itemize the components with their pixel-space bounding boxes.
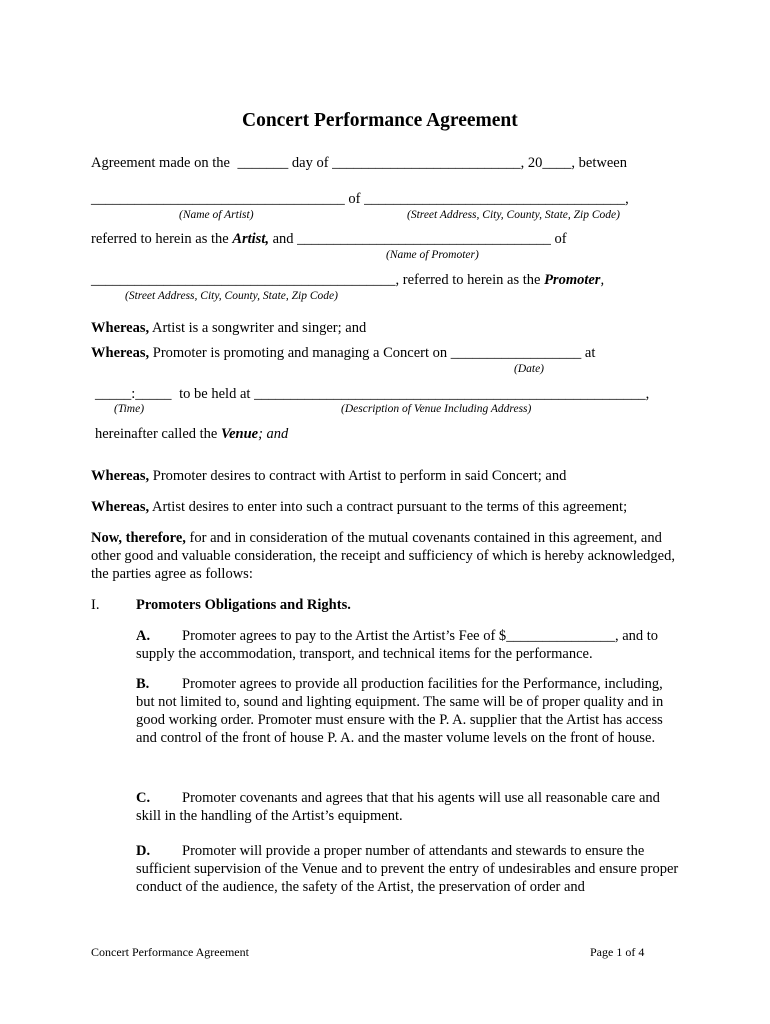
concert-date-blank[interactable]: __________________ — [450, 345, 582, 361]
section-title: Promoters Obligations and Rights. — [136, 597, 351, 613]
promoter-address-caption: (Street Address, City, County, State, Zip Code) — [125, 290, 338, 302]
agreement-date-line: Agreement made on the _______ day of __________________________, 20____, between — [91, 155, 627, 171]
venue-caption: (Description of Venue Including Address) — [341, 403, 532, 415]
whereas-3: Whereas, Promoter desires to contract with Artist to perform in said Concert; and — [91, 468, 567, 484]
section-number: I. — [91, 597, 100, 613]
month-blank[interactable]: __________________________ — [332, 155, 521, 171]
promoter-name-blank[interactable]: ___________________________________ — [297, 231, 551, 247]
footer-title: Concert Performance Agreement — [91, 945, 249, 959]
page-title: Concert Performance Agreement — [242, 110, 518, 131]
promoter-address-blank[interactable]: __________________________________________ — [91, 272, 396, 288]
clause-a: A. Promoter agrees to pay to the Artist the Artist’s Fee of $_______________, and to supply the accommodation, transport, and technical items for the performance. — [136, 628, 659, 662]
promoter-line: referred to herein as the Artist, and ___________________________________ of — [91, 231, 567, 247]
year-text[interactable]: , 20____, between — [520, 155, 627, 171]
artist-address-blank[interactable]: ____________________________________ — [364, 191, 626, 207]
venue-definition: hereinafter called the Venue; and — [95, 426, 289, 442]
artist-fee-blank[interactable]: _______________ — [506, 628, 615, 644]
venue-line: _____:_____ to be held at ______________________________________________________, — [95, 386, 650, 402]
day-blank[interactable]: _______ — [237, 155, 289, 171]
promoter-address-line: __________________________________________, referred to herein as the Promoter, — [91, 272, 605, 288]
promoter-name-caption: (Name of Promoter) — [386, 249, 479, 261]
clause-c: C. Promoter covenants and agrees that that his agents will use all reasonable care and skill in the handling of the Artist’s equipment. — [136, 790, 660, 824]
artist-name-caption: (Name of Artist) — [179, 209, 254, 221]
now-therefore-paragraph: Now, therefore, for and in consideration of the mutual covenants contained in this agreement, and other good and valuable consideration, the receipt and sufficiency of which is hereby acknowledged, the parties agree as follows: — [91, 530, 675, 582]
page-number: Page 1 of 4 — [590, 945, 645, 959]
time-blank[interactable]: _____:_____ — [95, 386, 172, 402]
whereas-2: Whereas, Promoter is promoting and managing a Concert on __________________ at — [91, 345, 596, 361]
artist-line: ___________________________________ of ____________________________________, — [91, 191, 629, 207]
clause-b: B. Promoter agrees to provide all production facilities for the Performance, including, but not limited to, sound and lighting equipment. The same will be of proper quality and in good working order. Promoter must ensure with the P. A. supplier that the Artist has access and control of the front of house P. A. and the master volume levels on the front of house. — [136, 676, 664, 746]
whereas-1: Whereas, Artist is a songwriter and singer; and — [91, 320, 367, 336]
clause-d: D. Promoter will provide a proper number of attendants and stewards to ensure the sufficient supervision of the Venue and to prevent the entry of undesirables and ensure proper conduct of the audience, the safety of the Artist, the preservation of order and — [136, 843, 679, 895]
whereas-4: Whereas, Artist desires to enter into such a contract pursuant to the terms of this agreement; — [91, 499, 628, 515]
artist-name-blank[interactable]: ___________________________________ — [91, 191, 345, 207]
time-caption: (Time) — [114, 403, 145, 415]
artist-address-caption: (Street Address, City, County, State, Zip Code) — [407, 209, 620, 221]
date-caption: (Date) — [514, 363, 545, 375]
venue-description-blank[interactable]: ______________________________________________________ — [254, 386, 646, 402]
